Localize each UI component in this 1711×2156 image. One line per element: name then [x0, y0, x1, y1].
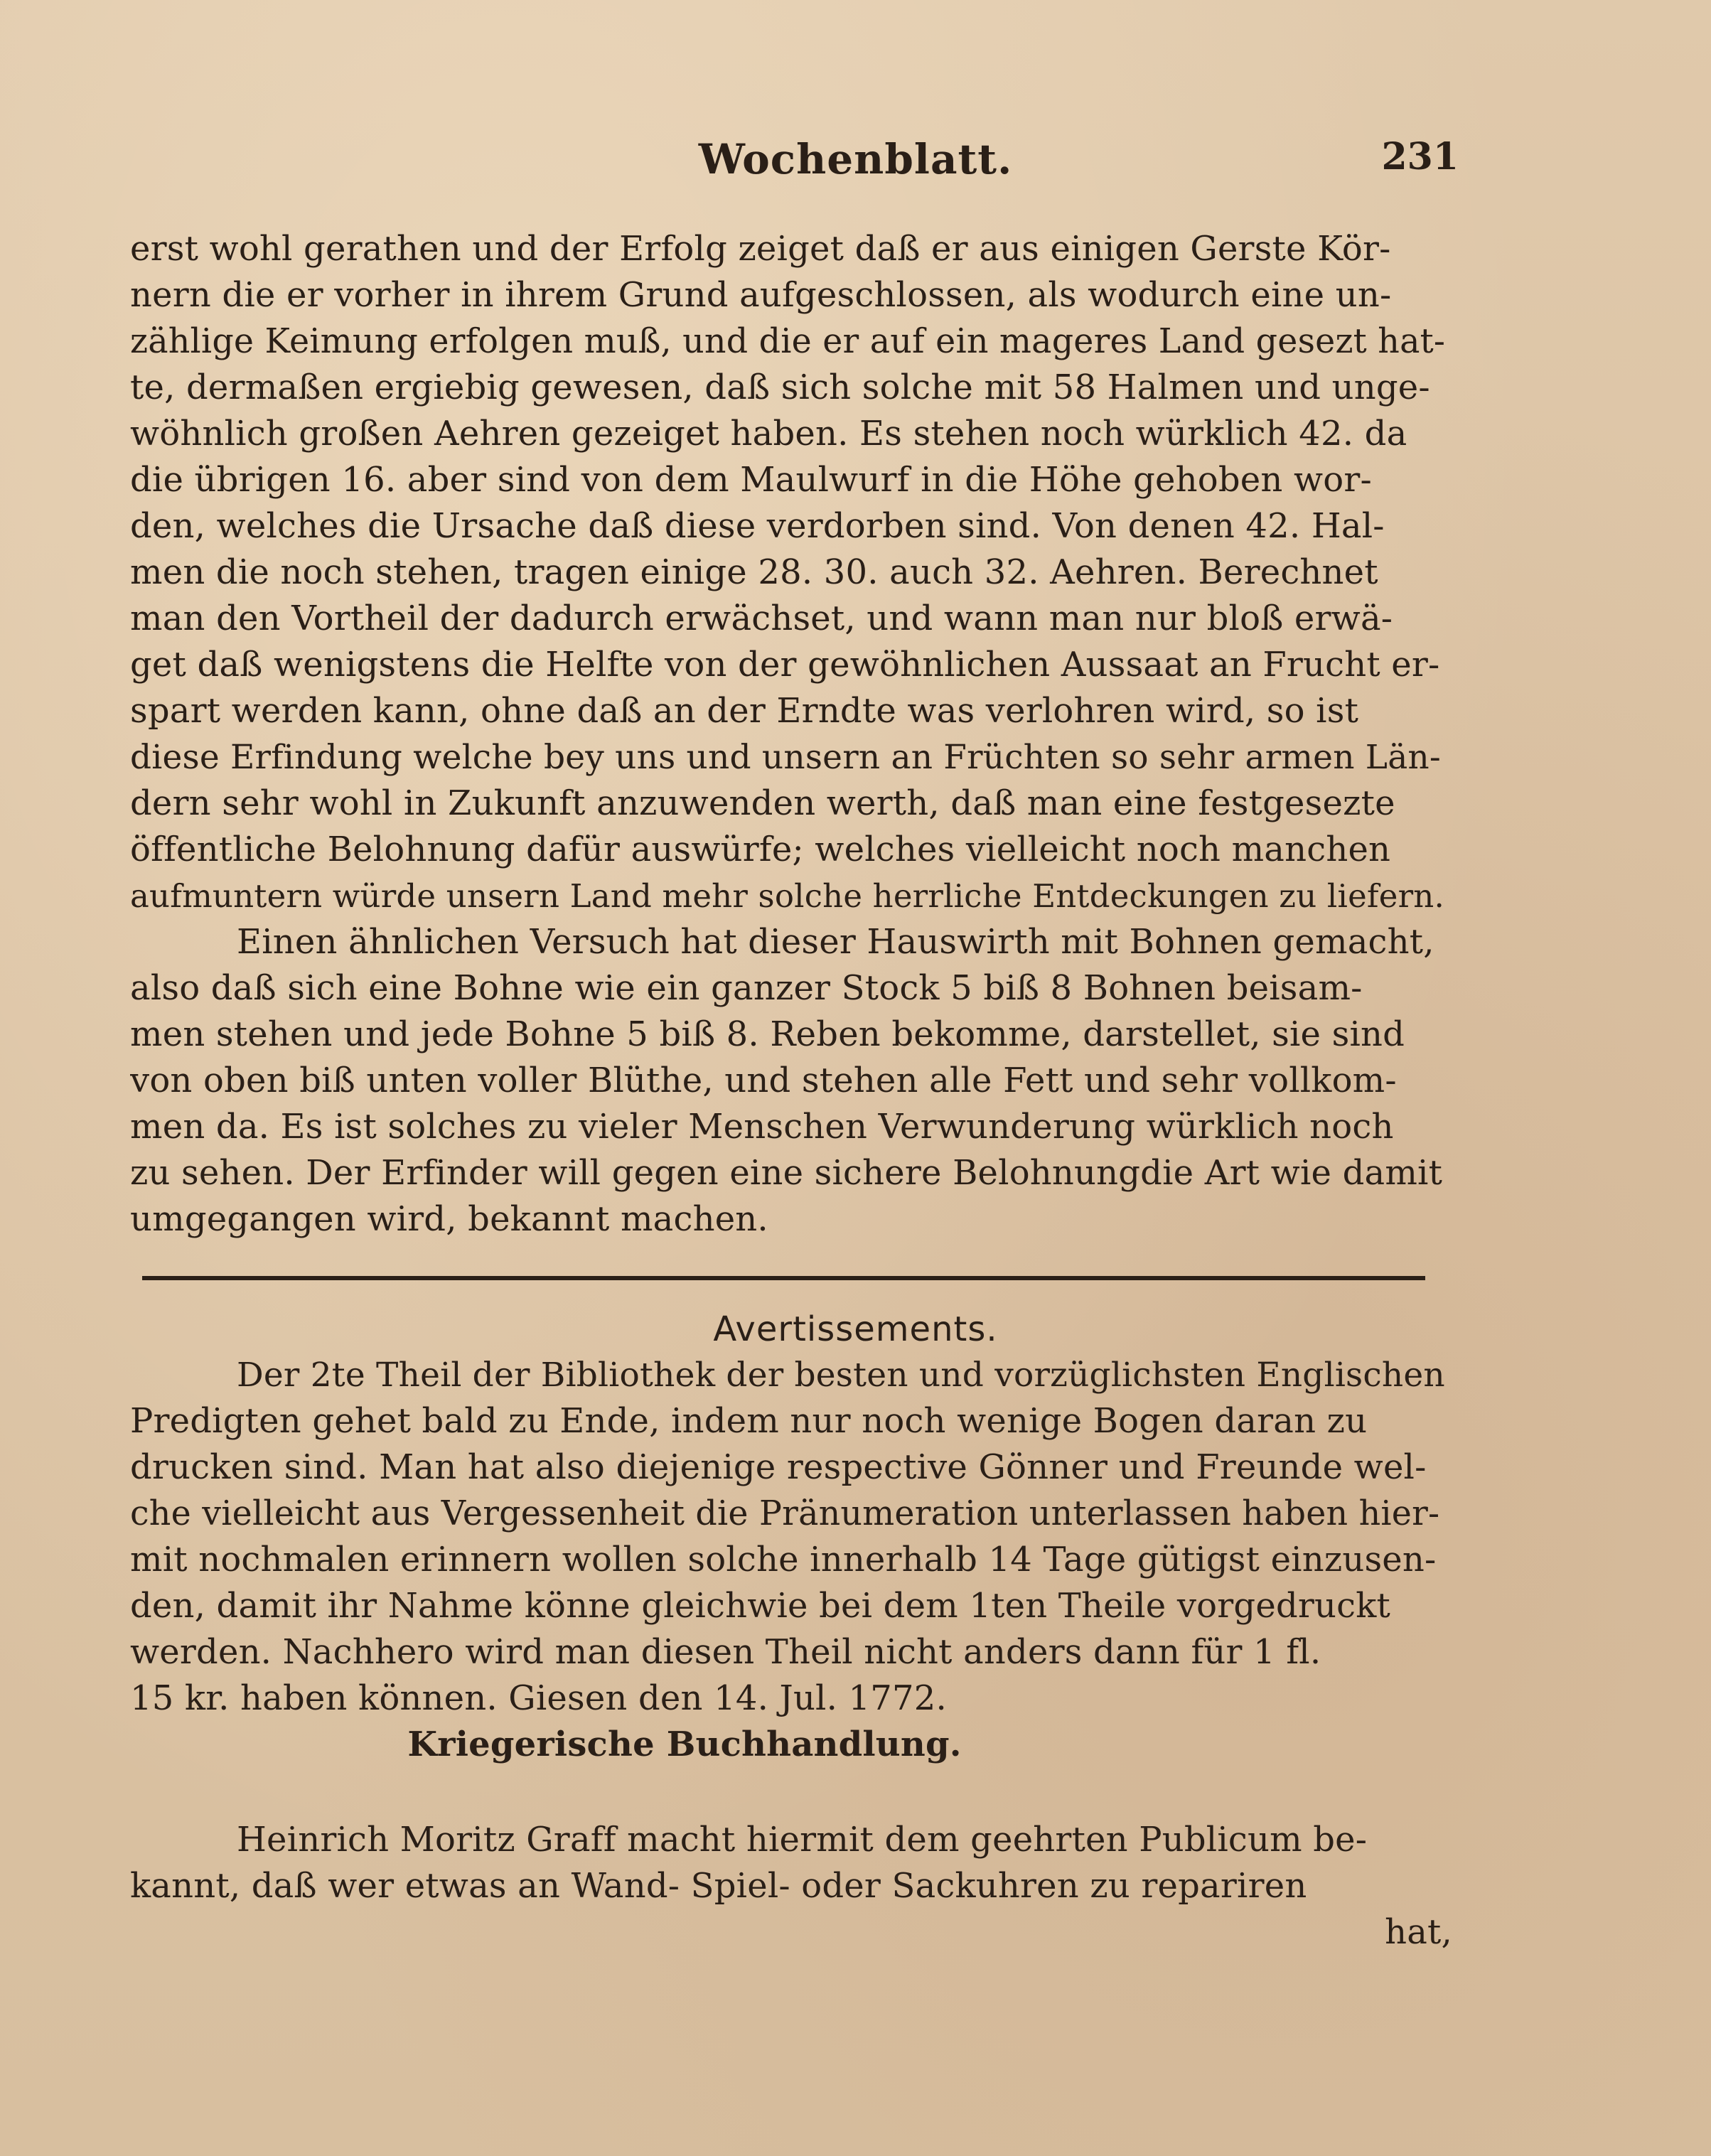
- text-line: drucken sind. Man hat also diejenige respective Gönner und Freunde wel-: [130, 1447, 1427, 1487]
- text-line: öffentliche Belohnung dafür auswürfe; welches vielleicht noch manchen: [130, 830, 1391, 869]
- text-line: erst wohl gerathen und der Erfolg zeiget daß er aus einigen Gerste Kör-: [130, 229, 1391, 269]
- text-line: spart werden kann, ohne daß an der Erndte was verlohren wird, so ist: [130, 691, 1359, 731]
- catchword: hat,: [1385, 1912, 1452, 1952]
- text-line: diese Erfindung welche bey uns und unsern an Früchten so sehr armen Län-: [130, 738, 1441, 777]
- text-line: umgegangen wird, bekannt machen.: [130, 1199, 768, 1239]
- avertissement-books: [130, 1352, 1452, 1768]
- page-header: [0, 135, 1711, 192]
- text-line: also daß sich eine Bohne wie ein ganzer Stock 5 biß 8 Bohnen beisam-: [130, 968, 1363, 1008]
- text-line: den, welches die Ursache daß diese verdorben sind. Von denen 42. Hal-: [130, 506, 1385, 546]
- text-line: Der 2te Theil der Bibliothek der besten und vorzüglichsten Englischen: [237, 1356, 1445, 1395]
- section-heading: Avertissements.: [713, 1309, 998, 1349]
- text-line: che vielleicht aus Vergessenheit die Pränumeration unterlassen haben hier-: [130, 1494, 1440, 1533]
- text-line: die übrigen 16. aber sind von dem Maulwurf in die Höhe gehoben wor-: [130, 460, 1372, 500]
- main-article: [130, 226, 1452, 1243]
- text-line: zählige Keimung erfolgen muß, und die er auf ein mageres Land gesezt hat-: [130, 322, 1446, 361]
- text-line: kannt, daß wer etwas an Wand- Spiel- oder Sackuhren zu repariren: [130, 1866, 1307, 1906]
- running-title: Wochenblatt.: [698, 135, 1013, 183]
- text-line: wöhnlich großen Aehren gezeiget haben. Es stehen noch würklich 42. da: [130, 414, 1407, 454]
- text-line: 15 kr. haben können. Giesen den 14. Jul. 1772.: [130, 1678, 947, 1718]
- text-line: te, dermaßen ergiebig gewesen, daß sich solche mit 58 Halmen und unge-: [130, 368, 1430, 407]
- text-line: men da. Es ist solches zu vieler Menschen Verwunderung würklich noch: [130, 1107, 1394, 1147]
- text-line: Einen ähnlichen Versuch hat dieser Hauswirth mit Bohnen gemacht,: [237, 922, 1434, 962]
- text-line: werden. Nachhero wird man diesen Theil nicht anders dann für 1 fl.: [130, 1632, 1321, 1672]
- text-line: von oben biß unten voller Blüthe, und stehen alle Fett und sehr vollkom-: [130, 1061, 1397, 1100]
- text-line: den, damit ihr Nahme könne gleichwie bei dem 1ten Theile vorgedruckt: [130, 1586, 1391, 1626]
- text-line: man den Vortheil der dadurch erwächset, und wann man nur bloß erwä-: [130, 599, 1393, 638]
- signature: Kriegerische Buchhandlung.: [407, 1725, 962, 1764]
- text-line: get daß wenigstens die Helfte von der gewöhnlichen Aussaat an Frucht er-: [130, 645, 1440, 685]
- section-divider: [142, 1276, 1425, 1280]
- text-line: Predigten gehet bald zu Ende, indem nur noch wenige Bogen daran zu: [130, 1401, 1368, 1441]
- text-line: dern sehr wohl in Zukunft anzuwenden werth, daß man eine festgesezte: [130, 783, 1395, 823]
- page-number: 231: [1381, 135, 1459, 178]
- text-line: mit nochmalen erinnern wollen solche innerhalb 14 Tage gütigst einzusen-: [130, 1540, 1437, 1580]
- text-line: zu sehen. Der Erfinder will gegen eine sichere Belohnungdie Art wie damit: [130, 1153, 1443, 1193]
- text-line: Heinrich Moritz Graff macht hiermit dem geehrten Publicum be-: [237, 1820, 1368, 1860]
- notice-watchmaker: [130, 1817, 1452, 1956]
- text-line: nern die er vorher in ihrem Grund aufgeschlossen, als wodurch eine un-: [130, 275, 1392, 315]
- text-line: men die noch stehen, tragen einige 28. 30. auch 32. Aehren. Berechnet: [130, 552, 1378, 592]
- text-line: men stehen und jede Bohne 5 biß 8. Reben bekomme, darstellet, sie sind: [130, 1014, 1405, 1054]
- text-line: aufmuntern würde unsern Land mehr solche herrliche Entdeckungen zu liefern.: [130, 877, 1444, 915]
